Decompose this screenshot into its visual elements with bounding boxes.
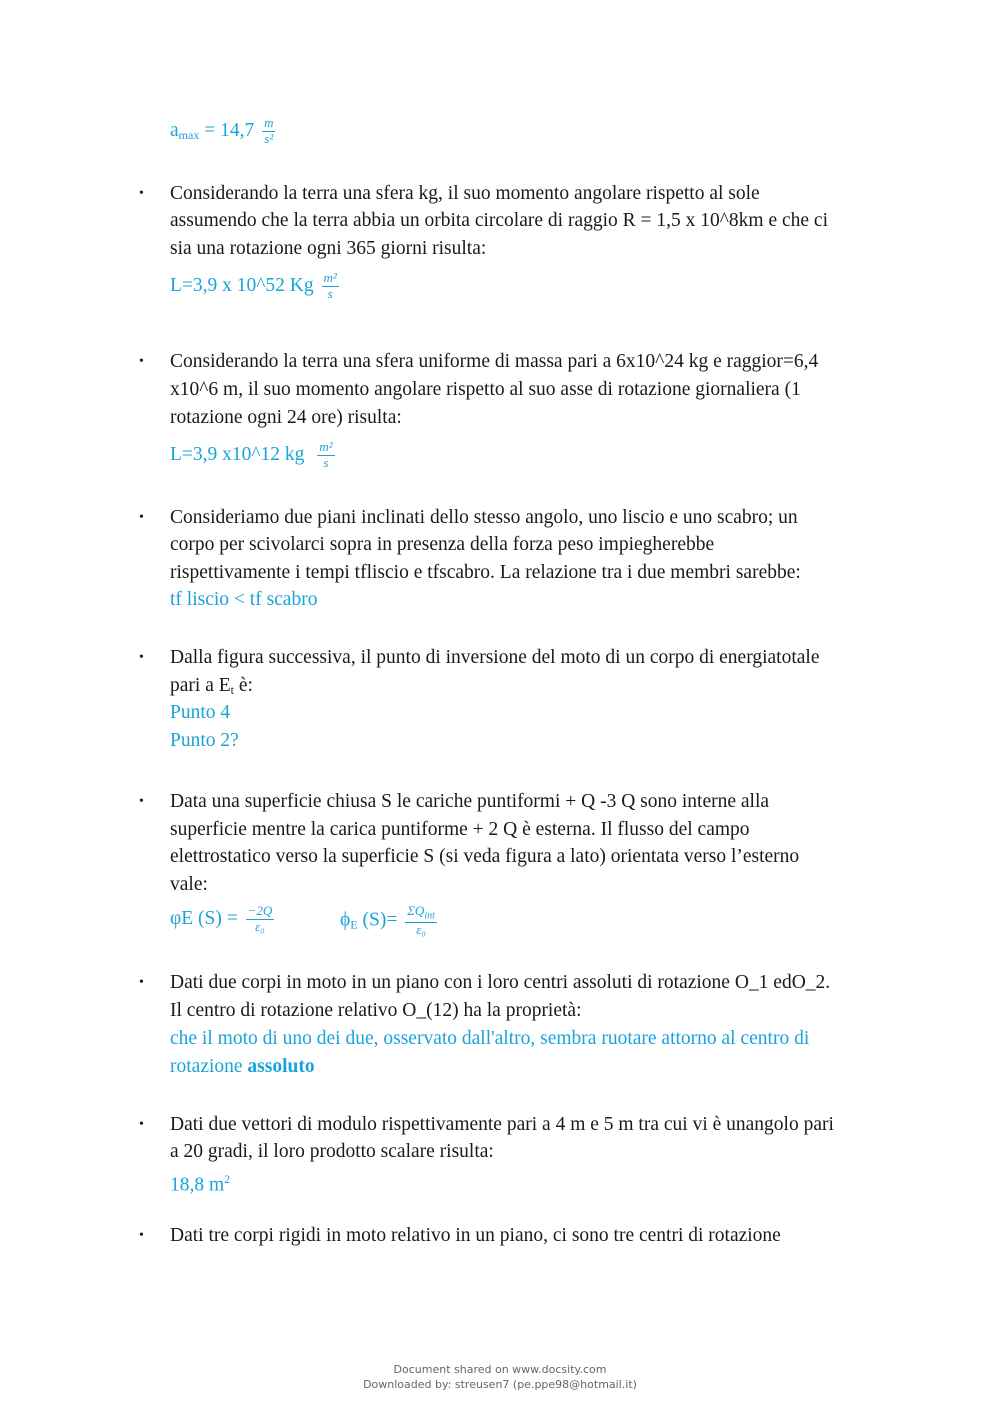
answer-amax: $a_{max} = 14,7$ $\frac{m}{\text{s²}}$	[170, 115, 274, 146]
answer: Punto 4	[170, 702, 231, 723]
question-line: Considerando la terra una sfera uniforme di massa pari a 6x10^24 kg e raggior=6,4	[170, 351, 819, 372]
question-line: corpo per scivolarci sopra in presenza della forza peso impiegherebbe	[170, 534, 715, 555]
question-line: x10^6 m, il suo momento angolare rispetto al suo asse di rotazione giornaliera (1	[170, 379, 801, 400]
footer-downloaded: Downloaded by: streusen7 (pe.ppe98@hotmail.it)	[363, 1378, 637, 1391]
answer: 18,8 $m^2$	[170, 1172, 231, 1196]
question-line: elettrostatico verso la superficie S (si veda figura a lato) orientata verso l’esterno	[170, 846, 800, 867]
bullet: •	[139, 510, 144, 525]
answer: che il moto di uno dei due, osservato dall'altro, sembra ruotare attorno al centro di	[170, 1028, 810, 1049]
footer-shared: Document shared on www.docsity.com	[393, 1363, 607, 1376]
question-line: assumendo che la terra abbia un orbita circolare di raggio R = 1,5 x 10^8km e che ci	[170, 210, 829, 231]
bullet: •	[139, 1228, 144, 1243]
answer: L=3,9 x10^12 kg $\frac{\text{m²}}{s}$	[170, 439, 333, 470]
question-line: Il centro di rotazione relativo O_(12) ha la proprietà:	[170, 1000, 582, 1021]
bullet: •	[139, 650, 144, 665]
answer-flux-2: $\phi_E$ (S)= $\frac{\Sigma Q_{int}}{\text{ε₀}}$	[340, 903, 435, 938]
answer: L=3,9 x 10^52 Kg $\frac{\text{m²}}{s}$	[170, 270, 337, 301]
question-line: Dalla figura successiva, il punto di inversione del moto di un corpo di energiatotale	[170, 647, 820, 668]
fraction: $\frac{\text{m²}}{s}$	[323, 270, 337, 301]
fraction: $\frac{-2Q}{\text{ε₀}}$	[247, 903, 273, 934]
question-line: rotazione ogni 24 ore) risulta:	[170, 407, 402, 428]
bullet: •	[139, 1117, 144, 1132]
question-line: sia una rotazione ogni 365 giorni risulta:	[170, 238, 487, 259]
question-line: Dati due corpi in moto in un piano con i loro centri assoluti di rotazione O_1 edO_2.	[170, 972, 831, 993]
question-line: Considerando la terra una sfera kg, il suo momento angolare rispetto al sole	[170, 183, 760, 204]
question-line: Consideriamo due piani inclinati dello stesso angolo, uno liscio e uno scabro; un	[170, 507, 798, 528]
question-line: a 20 gradi, il loro prodotto scalare risulta:	[170, 1141, 494, 1162]
fraction: $\frac{\text{m²}}{s}$	[319, 439, 333, 470]
question-line: vale:	[170, 874, 208, 895]
question-line: Data una superficie chiusa S le cariche puntiformi + Q -3 Q sono interne alla	[170, 791, 770, 812]
bullet: •	[139, 794, 144, 809]
fraction: $\frac{\Sigma Q_{int}}{\text{ε₀}}$	[407, 903, 435, 938]
answer: Punto 2?	[170, 730, 239, 751]
question-line: superficie mentre la carica puntiforme + 2 Q è esterna. Il flusso del campo	[170, 819, 750, 840]
bullet: •	[139, 975, 144, 990]
fraction: $\frac{m}{\text{s²}}$	[264, 115, 274, 146]
answer: rotazione assoluto	[170, 1056, 315, 1077]
answer-flux-1: φE (S) = $\frac{-2Q}{\text{ε₀}}$	[170, 903, 273, 934]
bullet: •	[139, 354, 144, 369]
question-line: pari a $E_t$ è:	[170, 675, 253, 697]
question-line: Dati due vettori di modulo rispettivamente pari a 4 m e 5 m tra cui vi è unangolo pari	[170, 1114, 834, 1135]
question-line: rispettivamente i tempi tfliscio e tfscabro. La relazione tra i due membri sarebbe:	[170, 562, 801, 583]
answer: tf liscio < tf scabro	[170, 589, 318, 610]
question-line: Dati tre corpi rigidi in moto relativo in un piano, ci sono tre centri di rotazione	[170, 1225, 781, 1246]
bullet: •	[139, 186, 144, 201]
